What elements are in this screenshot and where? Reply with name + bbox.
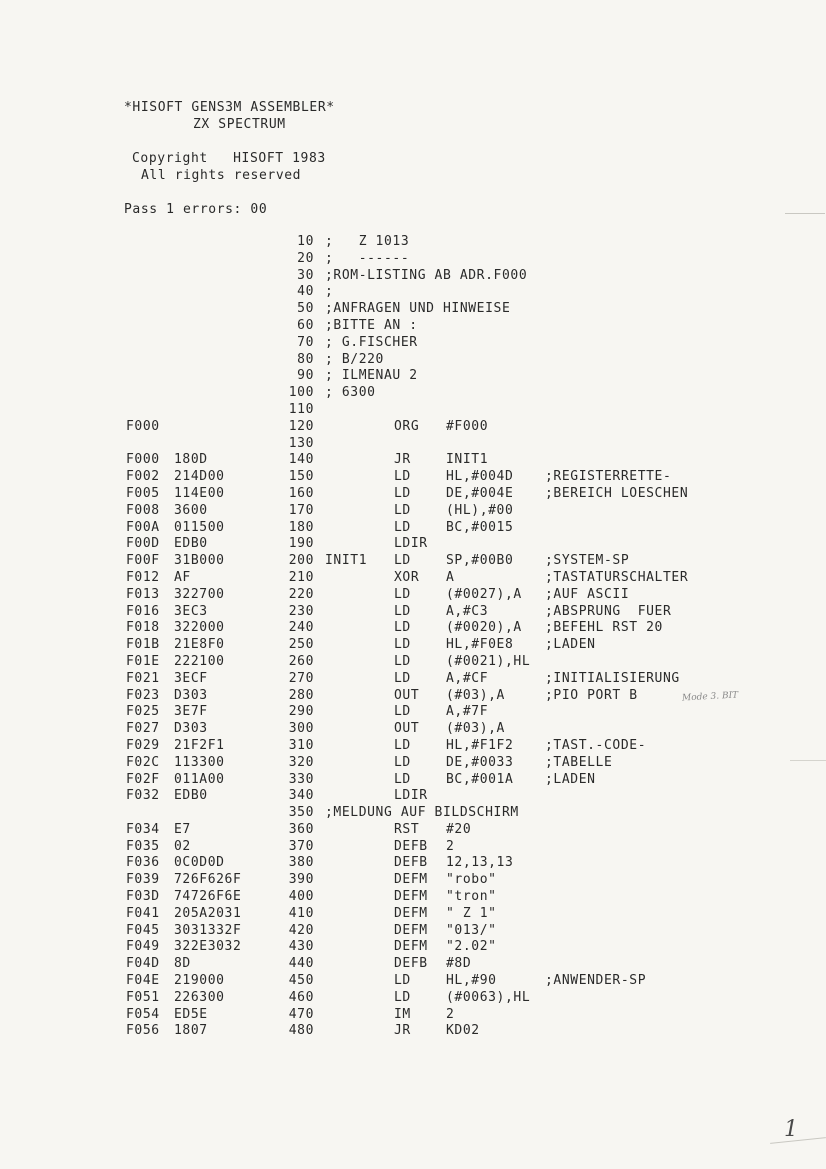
listing-row <box>0 855 826 872</box>
object-code: 011500 <box>174 519 225 535</box>
comment: ;LADEN <box>545 771 596 787</box>
operand: HL,#F1F2 <box>446 737 514 753</box>
line-number: 480 <box>288 1023 314 1039</box>
line-number: 330 <box>288 771 314 787</box>
handwritten-note: Mode 3. BIT <box>681 690 739 704</box>
address: F005 <box>126 485 160 501</box>
object-code: 322700 <box>174 586 225 602</box>
comment-line: ;MELDUNG AUF BILDSCHIRM <box>325 805 519 821</box>
line-number: 90 <box>297 368 314 384</box>
address: F012 <box>126 569 160 585</box>
mnemonic: LD <box>394 653 411 669</box>
object-code: 205A2031 <box>174 905 242 921</box>
line-number: 10 <box>297 234 314 249</box>
line-number: 80 <box>297 351 314 367</box>
listing-row <box>0 469 826 486</box>
listing-row <box>0 889 826 906</box>
operand: A,#C3 <box>446 603 489 619</box>
comment: ;LADEN <box>545 637 596 653</box>
mnemonic: LD <box>394 553 411 569</box>
listing-row <box>0 788 826 805</box>
listing-row <box>0 268 826 285</box>
address: F041 <box>126 905 160 921</box>
line-number: 440 <box>288 956 314 972</box>
listing-row <box>0 587 826 604</box>
comment: ;BEREICH LOESCHEN <box>545 485 689 501</box>
comment: ;TASTATURSCHALTER <box>545 569 689 585</box>
mnemonic: LD <box>394 754 411 770</box>
mnemonic: LDIR <box>394 788 428 804</box>
line-number: 140 <box>288 452 314 468</box>
object-code: 31B000 <box>174 553 225 569</box>
listing-row <box>0 990 826 1007</box>
line-number: 110 <box>288 401 314 417</box>
address: F013 <box>126 586 160 602</box>
operand: INIT1 <box>446 452 489 468</box>
address: F002 <box>126 469 160 485</box>
listing-row <box>0 738 826 755</box>
mnemonic: LD <box>394 704 411 720</box>
object-code: EDB0 <box>174 788 208 804</box>
listing-row <box>0 671 826 688</box>
listing-row <box>0 839 826 856</box>
listing-row <box>0 620 826 637</box>
object-code: 226300 <box>174 989 225 1005</box>
mnemonic: DEFM <box>394 889 428 905</box>
listing-row <box>0 486 826 503</box>
comment-line: ; ILMENAU 2 <box>325 368 418 384</box>
listing-row <box>0 704 826 721</box>
listing-row <box>0 284 826 301</box>
listing-row <box>0 234 826 251</box>
operand: "013/" <box>446 922 497 938</box>
page-number: 1 <box>784 1117 798 1142</box>
mnemonic: LD <box>394 469 411 485</box>
line-number: 210 <box>288 569 314 585</box>
operand: BC,#0015 <box>446 519 514 535</box>
object-code: E7 <box>174 821 191 837</box>
mnemonic: DEFM <box>394 922 428 938</box>
operand: "tron" <box>446 889 497 905</box>
object-code: 113300 <box>174 754 225 770</box>
line-number: 100 <box>288 385 314 401</box>
object-code: 3600 <box>174 502 208 518</box>
comment-line: ; ------ <box>325 250 410 266</box>
listing-row <box>0 923 826 940</box>
address: F02C <box>126 754 160 770</box>
listing-row <box>0 318 826 335</box>
address: F000 <box>126 452 160 468</box>
address: F027 <box>126 721 160 737</box>
assembly-listing <box>0 234 826 1040</box>
listing-row <box>0 385 826 402</box>
object-code: 214D00 <box>174 469 225 485</box>
line-number: 190 <box>288 536 314 552</box>
line-number: 410 <box>288 905 314 921</box>
operand: (#03),A <box>446 687 505 703</box>
operand: " Z 1" <box>446 905 497 921</box>
listing-row <box>0 570 826 587</box>
address: F03D <box>126 889 160 905</box>
comment-line: ; 6300 <box>325 385 376 401</box>
mnemonic: LD <box>394 620 411 636</box>
label: INIT1 <box>325 553 368 569</box>
comment-line: ; G.FISCHER <box>325 334 418 350</box>
listing-row <box>0 755 826 772</box>
address: F054 <box>126 1006 160 1022</box>
address: F049 <box>126 939 160 955</box>
address: F00F <box>126 553 160 569</box>
operand: "robo" <box>446 872 497 888</box>
listing-row <box>0 772 826 789</box>
comment: ;TAST.-CODE- <box>545 737 647 753</box>
address: F034 <box>126 821 160 837</box>
mnemonic: LD <box>394 603 411 619</box>
object-code: 21F2F1 <box>174 737 225 753</box>
line-number: 160 <box>288 485 314 501</box>
mnemonic: DEFM <box>394 939 428 955</box>
address: F02F <box>126 771 160 787</box>
mnemonic: DEFB <box>394 956 428 972</box>
address: F04E <box>126 973 160 989</box>
operand: (#03),A <box>446 721 505 737</box>
comment-line: ;BITTE AN : <box>325 317 418 333</box>
operand: HL,#F0E8 <box>446 637 514 653</box>
line-number: 240 <box>288 620 314 636</box>
line-number: 260 <box>288 653 314 669</box>
line-number: 60 <box>297 317 314 333</box>
listing-row <box>0 654 826 671</box>
mnemonic: LD <box>394 737 411 753</box>
line-number: 460 <box>288 989 314 1005</box>
address: F021 <box>126 670 160 686</box>
operand: 2 <box>446 838 455 854</box>
listing-row <box>0 1023 826 1040</box>
mnemonic: DEFB <box>394 838 428 854</box>
operand: DE,#004E <box>446 485 514 501</box>
operand: 2 <box>446 1006 455 1022</box>
operand: KD02 <box>446 1023 480 1039</box>
line-number: 50 <box>297 301 314 317</box>
mnemonic: LD <box>394 989 411 1005</box>
line-number: 320 <box>288 754 314 770</box>
line-number: 130 <box>288 435 314 451</box>
line-number: 370 <box>288 838 314 854</box>
mnemonic: OUT <box>394 687 420 703</box>
object-code: 322000 <box>174 620 225 636</box>
address: F008 <box>126 502 160 518</box>
line-number: 150 <box>288 469 314 485</box>
address: F029 <box>126 737 160 753</box>
listing-row <box>0 402 826 419</box>
mnemonic: LD <box>394 670 411 686</box>
operand: A <box>446 569 455 585</box>
assembler-title: *HISOFT GENS3M ASSEMBLER* <box>124 100 335 115</box>
listing-row <box>0 956 826 973</box>
comment: ;ANWENDER-SP <box>545 973 647 989</box>
listing-row <box>0 604 826 621</box>
listing-row <box>0 301 826 318</box>
operand: HL,#004D <box>446 469 514 485</box>
line-number: 290 <box>288 704 314 720</box>
operand: (#0021),HL <box>446 653 531 669</box>
line-number: 170 <box>288 502 314 518</box>
address: F000 <box>126 418 160 434</box>
mnemonic: JR <box>394 452 411 468</box>
listing-row <box>0 973 826 990</box>
operand: BC,#001A <box>446 771 514 787</box>
mnemonic: JR <box>394 1023 411 1039</box>
listing-row <box>0 503 826 520</box>
comment: ;TABELLE <box>545 754 613 770</box>
address: F016 <box>126 603 160 619</box>
listing-row <box>0 368 826 385</box>
address: F01B <box>126 637 160 653</box>
comment: ;AUF ASCII <box>545 586 630 602</box>
address: F056 <box>126 1023 160 1039</box>
operand: A,#7F <box>446 704 489 720</box>
address: F01E <box>126 653 160 669</box>
mnemonic: OUT <box>394 721 420 737</box>
operand: #F000 <box>446 418 489 434</box>
line-number: 340 <box>288 788 314 804</box>
object-code: 3031332F <box>174 922 242 938</box>
line-number: 280 <box>288 687 314 703</box>
line-number: 220 <box>288 586 314 602</box>
address: F023 <box>126 687 160 703</box>
comment-line: ; Z 1013 <box>325 234 410 249</box>
mnemonic: IM <box>394 1006 411 1022</box>
address: F04D <box>126 956 160 972</box>
pass-status: Pass 1 errors: 00 <box>124 202 268 217</box>
object-code: 3EC3 <box>174 603 208 619</box>
object-code: 322E3032 <box>174 939 242 955</box>
operand: SP,#00B0 <box>446 553 514 569</box>
line-number: 350 <box>288 805 314 821</box>
line-number: 230 <box>288 603 314 619</box>
listing-row <box>0 906 826 923</box>
line-number: 450 <box>288 973 314 989</box>
object-code: EDB0 <box>174 536 208 552</box>
listing-row <box>0 520 826 537</box>
line-number: 200 <box>288 553 314 569</box>
assembler-subtitle: ZX SPECTRUM <box>193 117 286 132</box>
line-number: 180 <box>288 519 314 535</box>
comment: ;ABSPRUNG FUER <box>545 603 672 619</box>
mnemonic: LD <box>394 637 411 653</box>
operand: 12,13,13 <box>446 855 514 871</box>
mnemonic: ORG <box>394 418 420 434</box>
copyright-line: Copyright HISOFT 1983 <box>132 151 326 166</box>
object-code: 726F626F <box>174 872 242 888</box>
listing-row <box>0 536 826 553</box>
object-code: AF <box>174 569 191 585</box>
object-code: D303 <box>174 721 208 737</box>
object-code: 1807 <box>174 1023 208 1039</box>
mnemonic: DEFB <box>394 855 428 871</box>
operand: A,#CF <box>446 670 489 686</box>
comment-line: ;ROM-LISTING AB ADR.F000 <box>325 267 528 283</box>
object-code: 3ECF <box>174 670 208 686</box>
object-code: 114E00 <box>174 485 225 501</box>
operand: "2.02" <box>446 939 497 955</box>
address: F039 <box>126 872 160 888</box>
mnemonic: XOR <box>394 569 420 585</box>
object-code: 02 <box>174 838 191 854</box>
address: F051 <box>126 989 160 1005</box>
line-number: 270 <box>288 670 314 686</box>
comment: ;PIO PORT B <box>545 687 638 703</box>
line-number: 360 <box>288 821 314 837</box>
address: F00D <box>126 536 160 552</box>
mnemonic: LD <box>394 485 411 501</box>
object-code: 8D <box>174 956 191 972</box>
paper-mark <box>790 760 826 761</box>
operand: DE,#0033 <box>446 754 514 770</box>
listing-row <box>0 805 826 822</box>
listing-row <box>0 436 826 453</box>
paper-mark <box>770 1137 826 1144</box>
listing-row <box>0 335 826 352</box>
address: F025 <box>126 704 160 720</box>
object-code: D303 <box>174 687 208 703</box>
mnemonic: LD <box>394 502 411 518</box>
operand: #20 <box>446 821 472 837</box>
line-number: 30 <box>297 267 314 283</box>
line-number: 470 <box>288 1006 314 1022</box>
operand: (#0063),HL <box>446 989 531 1005</box>
operand: (#0020),A <box>446 620 522 636</box>
address: F00A <box>126 519 160 535</box>
line-number: 20 <box>297 250 314 266</box>
line-number: 420 <box>288 922 314 938</box>
mnemonic: DEFM <box>394 905 428 921</box>
object-code: 0C0D0D <box>174 855 225 871</box>
comment-line: ; B/220 <box>325 351 384 367</box>
rights-line: All rights reserved <box>141 168 302 183</box>
mnemonic: LD <box>394 586 411 602</box>
line-number: 430 <box>288 939 314 955</box>
listing-row <box>0 939 826 956</box>
address: F018 <box>126 620 160 636</box>
address: F045 <box>126 922 160 938</box>
listing-row <box>0 872 826 889</box>
mnemonic: LD <box>394 973 411 989</box>
operand: HL,#90 <box>446 973 497 989</box>
comment: ;BEFEHL RST 20 <box>545 620 663 636</box>
listing-row <box>0 1007 826 1024</box>
address: F032 <box>126 788 160 804</box>
object-code: 011A00 <box>174 771 225 787</box>
object-code: 3E7F <box>174 704 208 720</box>
mnemonic: RST <box>394 821 420 837</box>
line-number: 40 <box>297 284 314 300</box>
line-number: 120 <box>288 418 314 434</box>
listing-row <box>0 352 826 369</box>
line-number: 400 <box>288 889 314 905</box>
listing-row <box>0 822 826 839</box>
paper-mark <box>785 213 825 214</box>
comment-line: ; <box>325 284 334 300</box>
operand: (HL),#00 <box>446 502 514 518</box>
line-number: 300 <box>288 721 314 737</box>
object-code: 21E8F0 <box>174 637 225 653</box>
address: F035 <box>126 838 160 854</box>
comment: ;INITIALISIERUNG <box>545 670 680 686</box>
line-number: 390 <box>288 872 314 888</box>
operand: (#0027),A <box>446 586 522 602</box>
comment-line: ;ANFRAGEN UND HINWEISE <box>325 301 511 317</box>
comment: ;REGISTERRETTE- <box>545 469 672 485</box>
line-number: 250 <box>288 637 314 653</box>
mnemonic: LD <box>394 519 411 535</box>
comment: ;SYSTEM-SP <box>545 553 630 569</box>
mnemonic: DEFM <box>394 872 428 888</box>
operand: #8D <box>446 956 472 972</box>
mnemonic: LD <box>394 771 411 787</box>
object-code: 222100 <box>174 653 225 669</box>
object-code: ED5E <box>174 1006 208 1022</box>
address: F036 <box>126 855 160 871</box>
line-number: 380 <box>288 855 314 871</box>
listing-row <box>0 452 826 469</box>
listing-row <box>0 251 826 268</box>
listing-row <box>0 553 826 570</box>
object-code: 219000 <box>174 973 225 989</box>
object-code: 180D <box>174 452 208 468</box>
listing-row <box>0 637 826 654</box>
mnemonic: LDIR <box>394 536 428 552</box>
line-number: 70 <box>297 334 314 350</box>
object-code: 74726F6E <box>174 889 242 905</box>
line-number: 310 <box>288 737 314 753</box>
listing-row <box>0 419 826 436</box>
listing-row <box>0 721 826 738</box>
